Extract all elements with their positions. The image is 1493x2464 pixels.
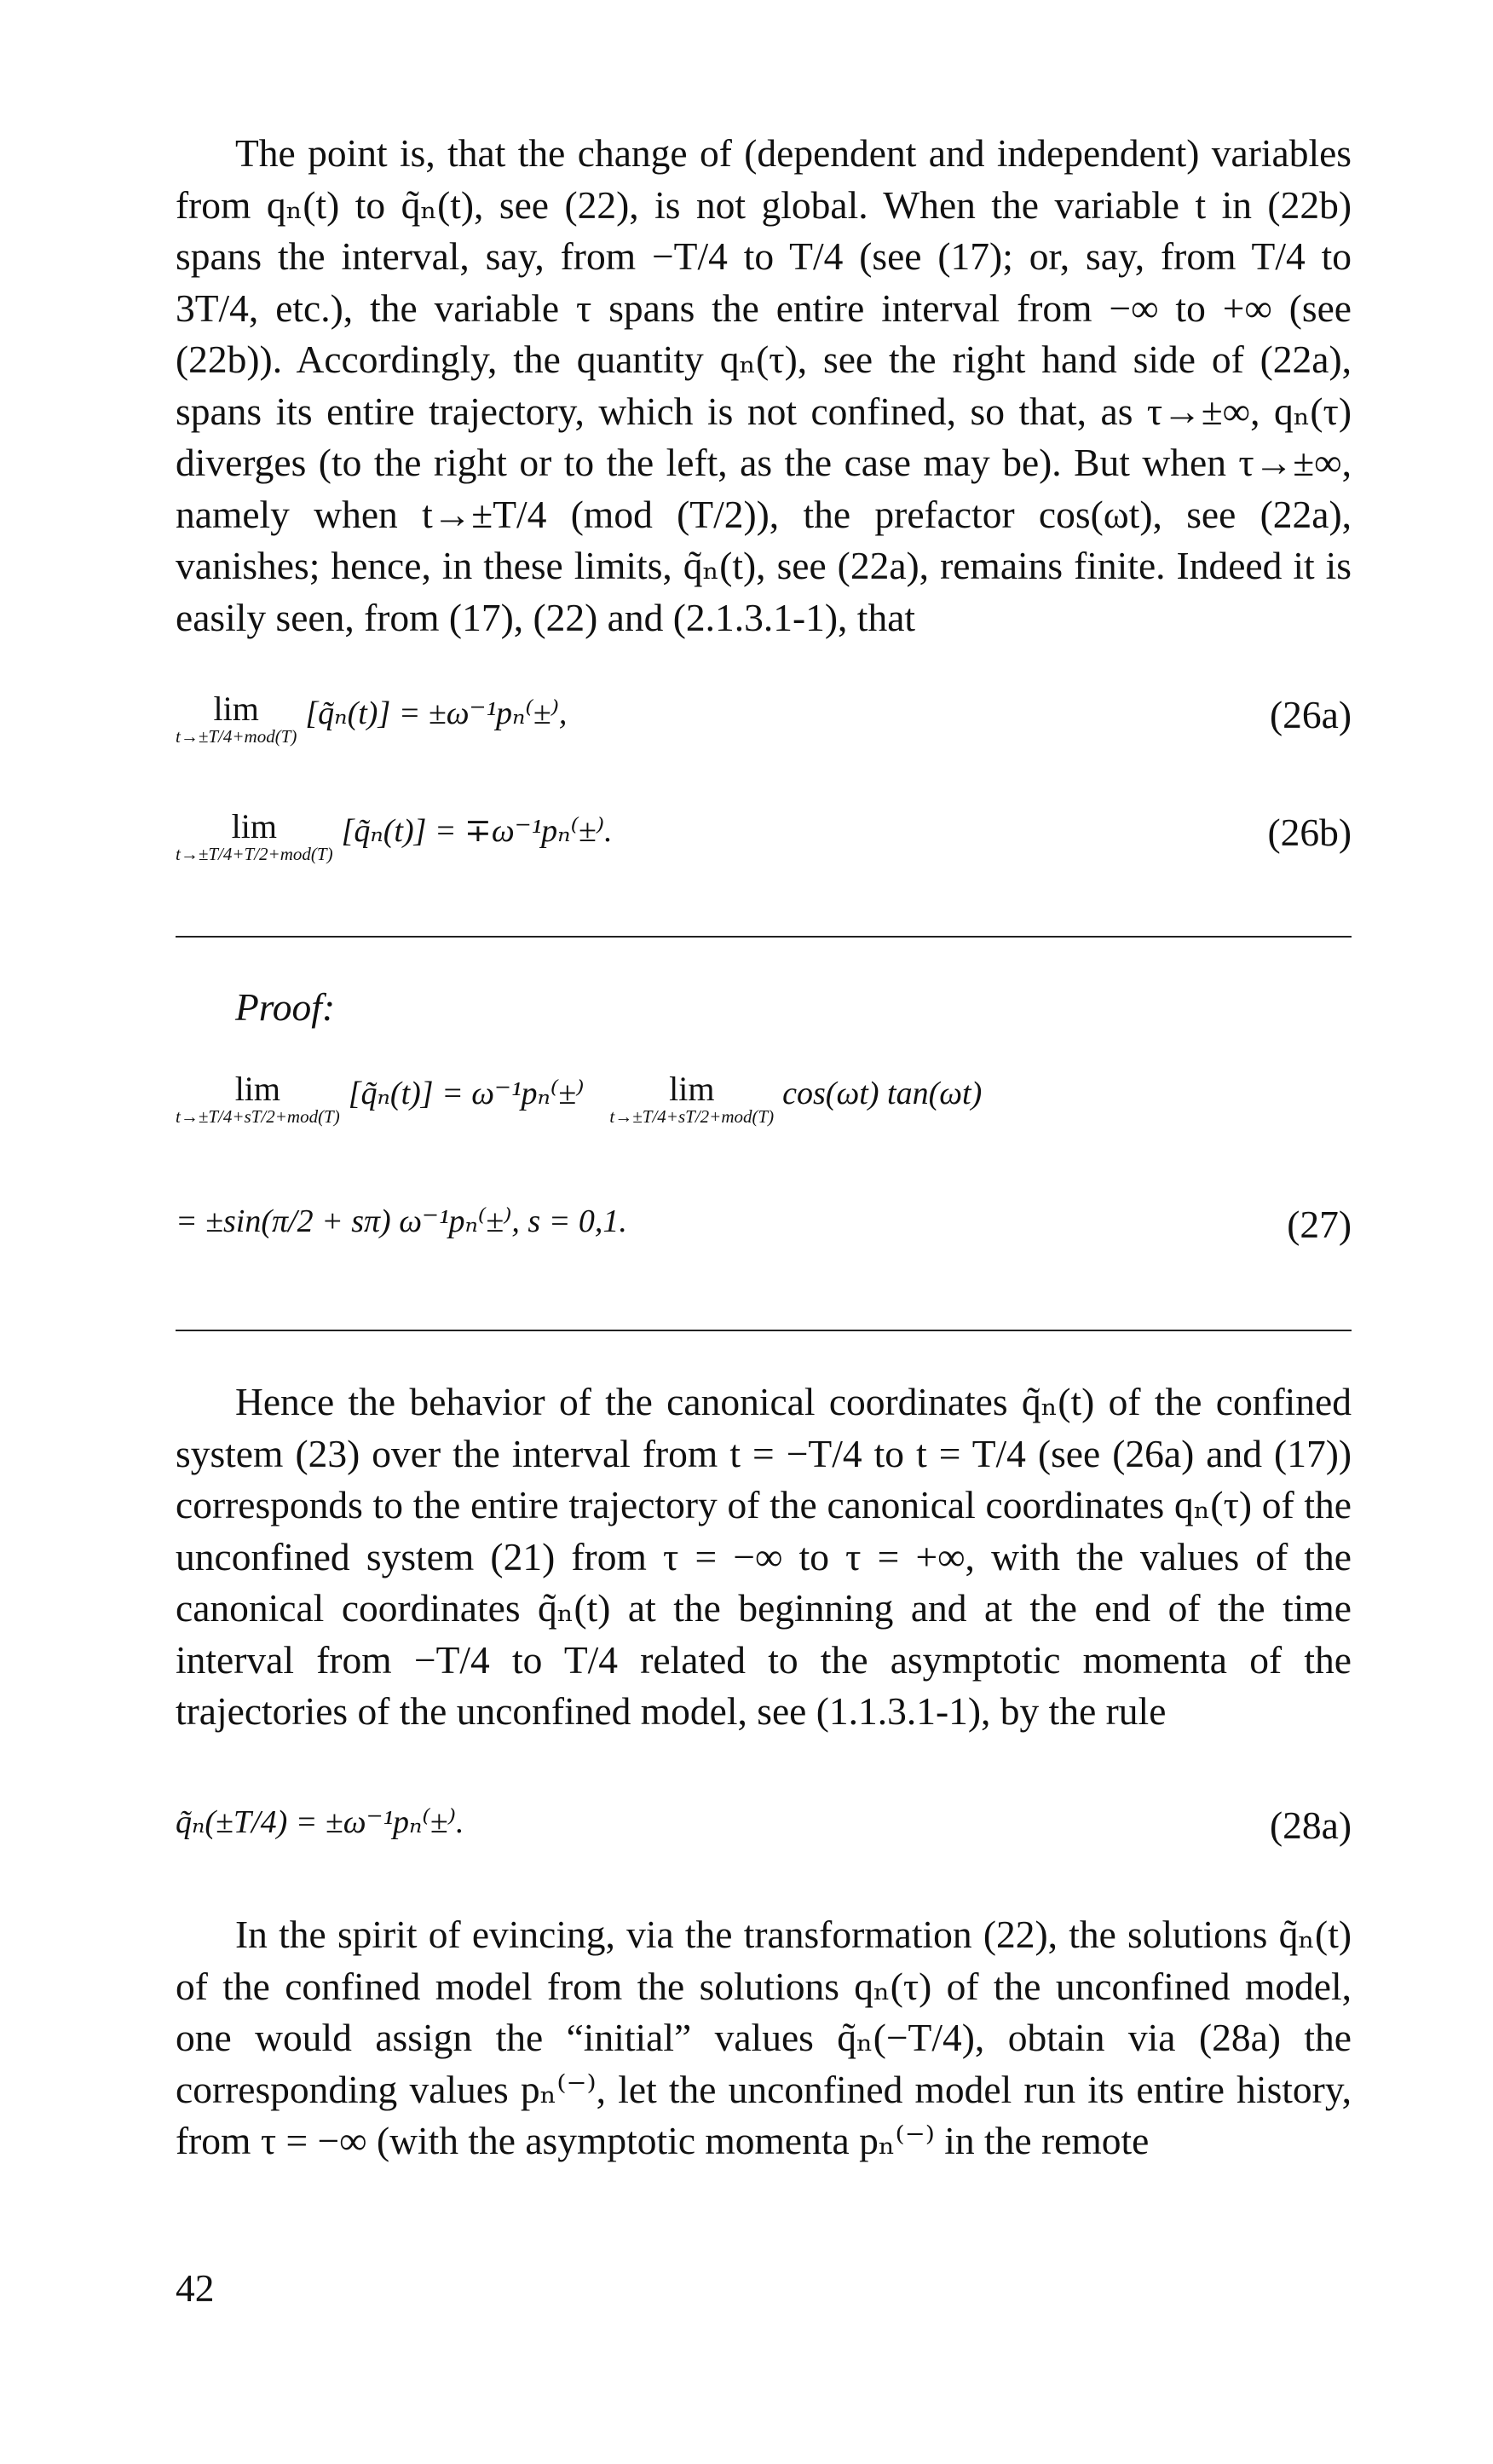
divider-top: [176, 936, 1352, 938]
eq26a-lim: lim: [213, 690, 259, 728]
equation-27-line1: [176, 1072, 1352, 1140]
eq26b-subscript: t→±T/4+T/2+mod(T): [176, 844, 333, 864]
equation-27-line2: [176, 1202, 1352, 1270]
eq27-lim1: lim: [234, 1070, 281, 1108]
eq27-subscript2: t→±T/4+sT/2+mod(T): [609, 1106, 775, 1127]
eq27-subscript1: t→±T/4+sT/2+mod(T): [176, 1106, 340, 1127]
eq27-tail: cos(ωt) tan(ωt): [782, 1076, 983, 1111]
eq27-lim2: lim: [669, 1070, 715, 1108]
eq26a-subscript: t→±T/4+mod(T): [176, 726, 297, 747]
paragraph-2: Hence the behavior of the canonical coordinates q̃ₙ(t) of the confined system (23) over the interval from t = −T/4 to t = T/4 (see (26a) and (17)) corresponds to the entire trajectory of the canonical coordinates qₙ(τ) of the unconfined system (21) from τ = −∞ to τ = +∞, with the values of the canonical coordinates q̃ₙ(t) at the beginning and at the end of the time interval from −T/4 to T/4 related to the asymptotic momenta of the trajectories of the unconfined model, see (1.1.3.1-1), by the rule: [176, 1380, 1352, 1733]
eq26a-number: (26a): [1270, 693, 1352, 736]
eq26b-lim: lim: [231, 807, 277, 845]
eq27-number: (27): [1287, 1203, 1352, 1246]
page-number: 42: [176, 2266, 215, 2310]
eq27-body: = ±sin(π/2 + sπ) ω⁻¹pₙ⁽±⁾, s = 0,1.: [176, 1203, 627, 1239]
equation-26b: [176, 807, 1352, 878]
proof-label: Proof:: [235, 985, 336, 1029]
paragraph-3: In the spirit of evincing, via the transformation (22), the solutions q̃ₙ(t) of the confined model from the solutions qₙ(τ) of the unconfined model, one would assign the “initial” values q̃ₙ(−T/4), obtain via (28a) the corresponding values pₙ⁽⁻⁾, let the unconfined model run its entire history, from τ = −∞ (with the asymptotic momenta pₙ⁽⁻⁾ in the remote: [176, 1913, 1352, 2162]
eq26b-body: [q̃ₙ(t)] = ∓ω⁻¹pₙ⁽±⁾.: [341, 813, 613, 849]
divider-bottom: [176, 1330, 1352, 1331]
eq28a-body: q̃ₙ(±T/4) = ±ω⁻¹pₙ⁽±⁾.: [176, 1804, 464, 1840]
eq26b-number: (26b): [1267, 811, 1352, 854]
eq26a-body: [q̃ₙ(t)] = ±ω⁻¹pₙ⁽±⁾,: [305, 695, 568, 731]
equation-28a: [176, 1803, 1352, 1871]
equation-26a: [176, 692, 1352, 760]
paragraph-1: The point is, that the change of (dependent and independent) variables from qₙ(t) to q̃ₙ(t), see (22), is not global. When the variable t in (22b) spans the interval, say, from −T/4 to T/4 (see (17); or, say, from T/4 to 3T/4, etc.), the variable τ spans the entire interval from −∞ to +∞ (see (22b)). Accordingly, the quantity qₙ(τ), see the right hand side of (22a), spans its entire trajectory, which is not confined, so that, as τ→±∞, qₙ(τ) diverges (to the right or to the left, as the case may be). But when τ→±∞, namely when t→±T/4 (mod (T/2)), the prefactor cos(ωt), see (22a), vanishes; hence, in these limits, q̃ₙ(t), see (22a), remains finite. Indeed it is easily seen, from (17), (22) and (2.1.3.1-1), that: [176, 131, 1352, 639]
eq28a-number: (28a): [1270, 1803, 1352, 1847]
eq27-middle: [q̃ₙ(t)] = ω⁻¹pₙ⁽±⁾: [348, 1076, 585, 1111]
